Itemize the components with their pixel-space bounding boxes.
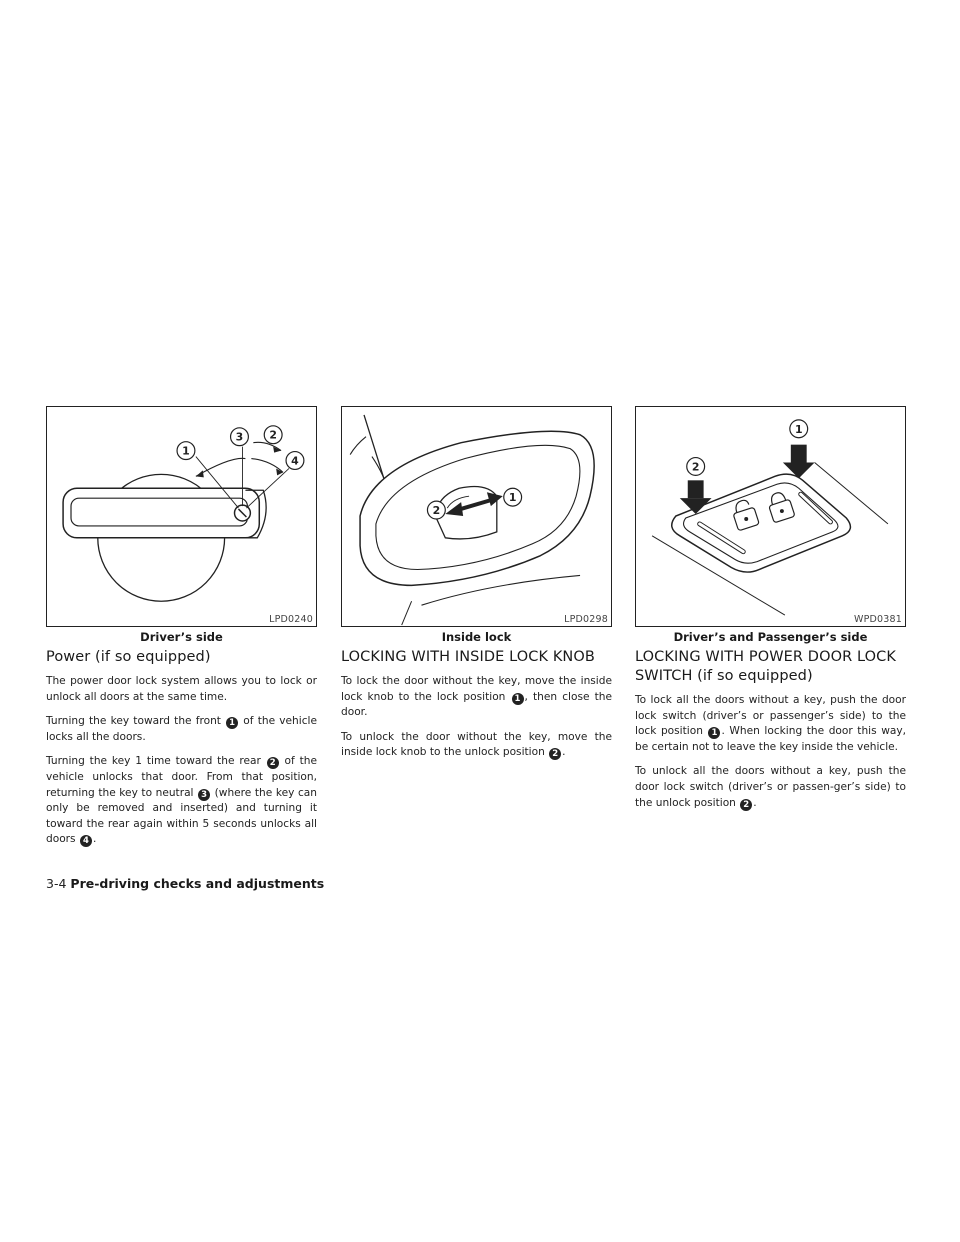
paragraph (341, 730, 612, 761)
figure-code: WPD0381 (853, 614, 902, 625)
paragraph-text: To lock the door without the key, move the inside lock knob to the lock position (341, 675, 612, 703)
figure-code: LPD0298 (564, 614, 608, 625)
figure-callout-2: 2 (269, 428, 277, 442)
paragraph-text: of the vehicle unlocks that door. From that position, returning the key to neutral (46, 755, 317, 799)
paragraph (46, 754, 317, 848)
callout-marker: 1 (512, 693, 524, 705)
paragraph-text: (where the key can only be removed and inserted) and turning it toward the rear again within 5 seconds unlocks all doors (46, 786, 317, 846)
callout-marker: 1 (708, 727, 720, 739)
section-heading: Power (if so equipped) (46, 649, 211, 665)
section-body (635, 693, 906, 820)
callout-marker: 2 (740, 799, 752, 811)
page-number: 3-4 (46, 876, 67, 891)
figure-callout-2: 2 (691, 460, 700, 474)
figure-callout-1: 1 (182, 444, 190, 458)
figure-callout-1: 1 (794, 422, 803, 436)
paragraph-text: . (92, 833, 97, 846)
inside-lock-knob-illustration (342, 407, 611, 626)
callout-marker: 4 (80, 835, 92, 847)
paragraph (46, 674, 317, 705)
door-handle-key-illustration (47, 407, 316, 626)
paragraph-text: . When locking the door this way, be certain not to leave the key inside the vehicle. (635, 725, 906, 753)
paragraph-text: , then close the door. (341, 690, 612, 719)
callout-marker: 2 (549, 748, 561, 760)
callout-marker: 1 (226, 717, 238, 729)
figure-drivers-side (46, 406, 317, 627)
paragraph-text: To lock all the doors without a key, push the door lock switch (driver’s or passenger’s side) to the lock position (635, 694, 906, 738)
section-body (341, 674, 612, 770)
paragraph-text: of the vehicle locks all the doors. (46, 715, 317, 743)
power-lock-switch-illustration (636, 407, 905, 626)
paragraph-text: . (562, 746, 566, 759)
figure-caption: Driver’s and Passenger’s side (673, 630, 868, 644)
paragraph-text: The power door lock system allows you to lock or unlock all doors at the same time. (46, 675, 317, 703)
callout-marker: 3 (198, 789, 210, 801)
figure-callout-3: 3 (235, 430, 244, 444)
section-heading: LOCKING WITH INSIDE LOCK KNOB (341, 649, 595, 665)
figure-caption: Inside lock (441, 630, 512, 644)
paragraph-text: . (753, 796, 757, 809)
paragraph-text: To unlock all the doors without a key, push the door lock switch (driver’s or passen-ger’s side) to the unlock position (635, 765, 906, 809)
paragraph-text: Turning the key 1 time toward the rear (46, 755, 266, 768)
paragraph (635, 693, 906, 755)
section-body (46, 674, 317, 857)
section-title: Pre-driving checks and adjustments (70, 876, 325, 891)
paragraph-text: To unlock the door without the key, move the inside lock knob to the unlock position (341, 730, 612, 759)
page-footer (46, 876, 324, 891)
paragraph (46, 714, 317, 745)
figure-power-door-lock-switch (635, 406, 906, 627)
section-heading: LOCKING WITH POWER DOOR LOCK SWITCH (if so equipped) (635, 649, 896, 684)
figure-callout-4: 4 (291, 454, 299, 468)
paragraph (635, 764, 906, 811)
paragraph-text: Turning the key toward the front (46, 715, 226, 728)
paragraph (341, 674, 612, 721)
figure-callout-2: 2 (432, 504, 441, 518)
figure-inside-lock (341, 406, 612, 627)
figure-code: LPD0240 (269, 614, 313, 625)
callout-marker: 2 (267, 757, 279, 769)
figure-caption: Driver’s side (140, 630, 223, 644)
figure-callout-1: 1 (508, 491, 517, 505)
